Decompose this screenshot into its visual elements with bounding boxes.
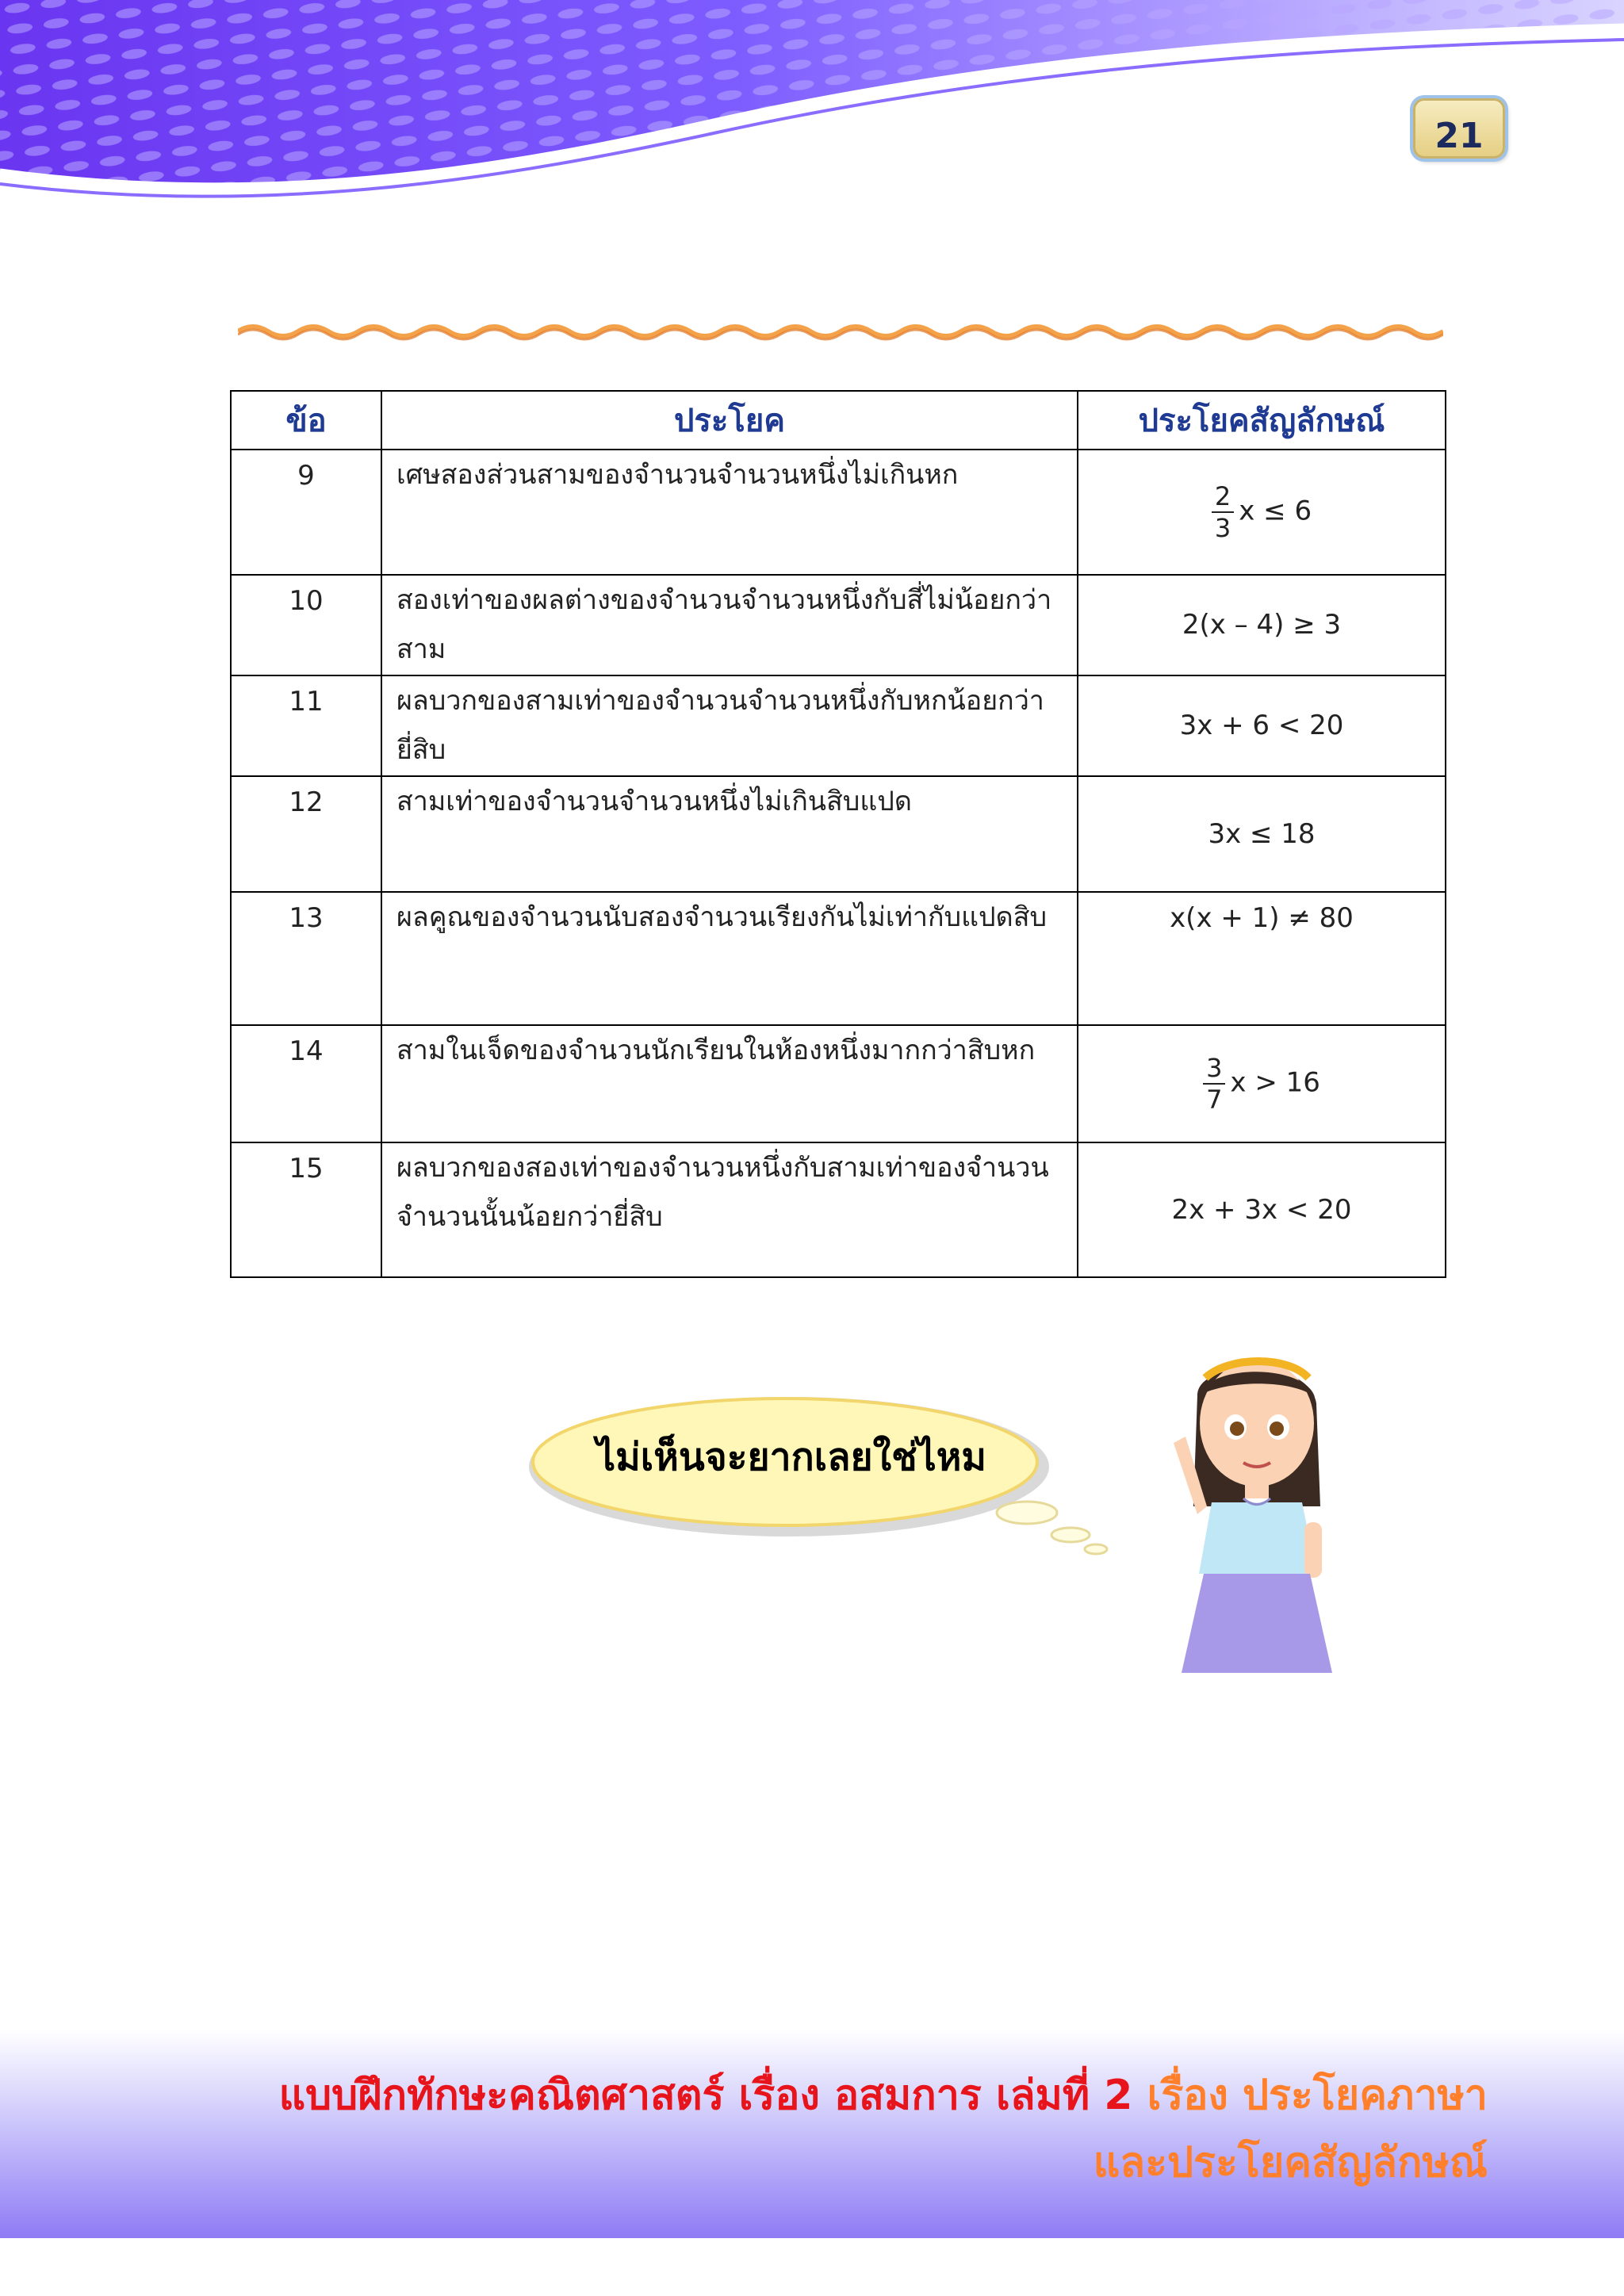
- row-number: 11: [231, 675, 381, 776]
- row-number: 15: [231, 1142, 381, 1277]
- sentence-table: [230, 390, 1446, 1278]
- symbolic-sentence: x > 16: [1230, 1066, 1320, 1098]
- sentence-text: ผลบวกของสามเท่าของจำนวนจำนวนหนึ่งกับหกน้อยกว่ายี่สิบ: [381, 675, 1078, 776]
- table-row: [231, 892, 1446, 1025]
- symbolic-sentence: 2x + 3x < 20: [1078, 1142, 1446, 1277]
- symbolic-sentence: x ≤ 6: [1239, 495, 1312, 526]
- sentence-text: ผลบวกของสองเท่าของจำนวนหนึ่งกับสามเท่าของจำนวนจำนวนนั้นน้อยกว่ายี่สิบ: [381, 1142, 1078, 1277]
- row-number: 13: [231, 892, 381, 1025]
- page-number: 21: [1413, 98, 1505, 159]
- symbolic-sentence: 2(x – 4) ≥ 3: [1078, 575, 1446, 675]
- symbolic-sentence: x(x + 1) ≠ 80: [1078, 892, 1446, 1025]
- table-row: [231, 1142, 1446, 1277]
- footer-title-part2: เรื่อง ประโยคภาษา: [1147, 2072, 1488, 2119]
- symbolic-cell: [1078, 450, 1446, 575]
- sentence-text: เศษสองส่วนสามของจำนวนจำนวนหนึ่งไม่เกินหก: [381, 450, 1078, 575]
- table-header-row: [231, 391, 1446, 450]
- footer-subtitle: และประโยคสัญลักษณ์: [1093, 2139, 1488, 2187]
- header-wave-decoration: [0, 0, 1624, 238]
- symbolic-sentence: 3x + 6 < 20: [1078, 675, 1446, 776]
- symbolic-sentence: 3x ≤ 18: [1078, 776, 1446, 892]
- column-header-sentence: ประโยค: [381, 391, 1078, 450]
- fraction-denominator: 3: [1214, 512, 1231, 543]
- fraction: [1203, 1053, 1225, 1115]
- footer-title: [279, 2061, 1488, 2127]
- symbolic-cell: [1078, 1025, 1446, 1142]
- row-number: 12: [231, 776, 381, 892]
- sentence-text: ผลคูณของจำนวนนับสองจำนวนเรียงกันไม่เท่ากับแปดสิบ: [381, 892, 1078, 1025]
- fraction-numerator: 3: [1203, 1053, 1225, 1085]
- sentence-text: สามเท่าของจำนวนจำนวนหนึ่งไม่เกินสิบแปด: [381, 776, 1078, 892]
- table-row: [231, 1025, 1446, 1142]
- table-row: [231, 776, 1446, 892]
- sentence-text: สามในเจ็ดของจำนวนนักเรียนในห้องหนึ่งมากกว่าสิบหก: [381, 1025, 1078, 1142]
- speech-bubble-text: ไม่เห็นจะยากเลยใช่ไหม: [596, 1435, 987, 1479]
- row-number: 14: [231, 1025, 381, 1142]
- table-row: [231, 675, 1446, 776]
- cartoon-girl-illustration: [1150, 1348, 1356, 1681]
- column-header-no: ข้อ: [231, 391, 381, 450]
- fraction-denominator: 7: [1206, 1084, 1223, 1115]
- table-row: [231, 450, 1446, 575]
- footer-title-part1: แบบฝึกทักษะคณิตศาสตร์ เรื่อง อสมการ เล่มที่ 2: [278, 2072, 1147, 2119]
- fraction: [1212, 481, 1234, 543]
- decorative-divider: [238, 316, 1443, 347]
- table-row: [231, 575, 1446, 675]
- fraction-numerator: 2: [1212, 481, 1234, 513]
- row-number: 10: [231, 575, 381, 675]
- row-number: 9: [231, 450, 381, 575]
- column-header-symbolic: ประโยคสัญลักษณ์: [1078, 391, 1446, 450]
- sentence-text: สองเท่าของผลต่างของจำนวนจำนวนหนึ่งกับสี่ไม่น้อยกว่าสาม: [381, 575, 1078, 675]
